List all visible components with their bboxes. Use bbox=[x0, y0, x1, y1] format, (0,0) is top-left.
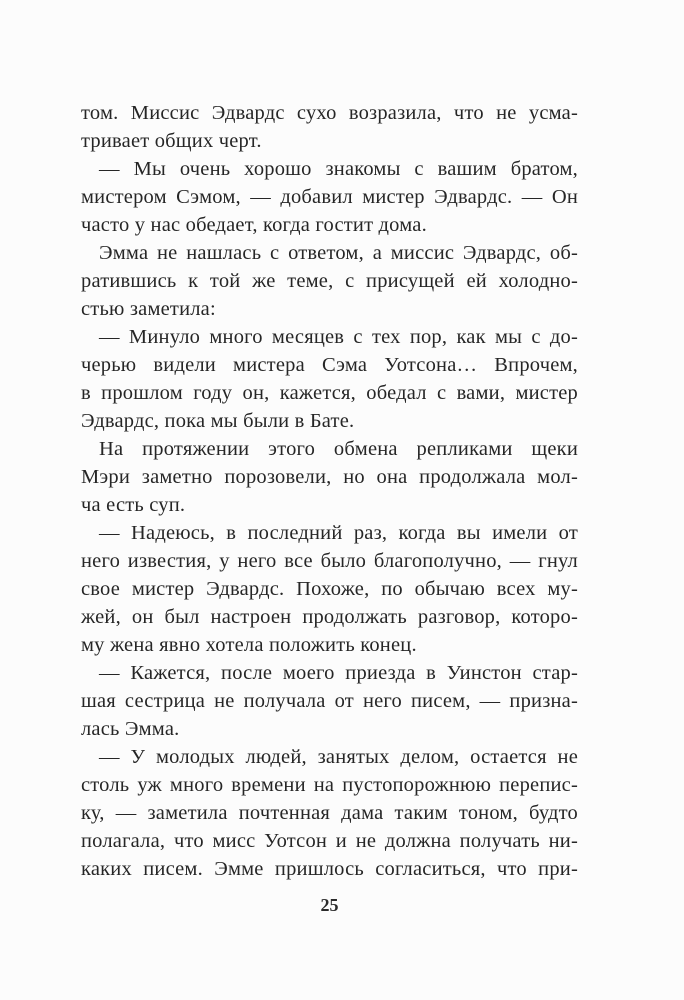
text-line: часто у нас обедает, когда гостит дома. bbox=[81, 214, 427, 236]
paragraph bbox=[81, 155, 578, 239]
text-line: столь уж много времени на пустопорожнюю перепис- bbox=[81, 774, 578, 796]
text-line: в прошлом году он, кажется, обедал с вами, мистер bbox=[81, 382, 578, 404]
paragraph bbox=[81, 323, 578, 435]
text-line: Эмма не нашлась с ответом, а миссис Эдвардс, об- bbox=[99, 242, 578, 264]
text-line: стью заметила: bbox=[81, 298, 216, 320]
text-line: мистером Сэмом, — добавил мистер Эдвардс. — Он bbox=[81, 186, 578, 208]
text-line: ку, — заметила почтенная дама таким тоном, будто bbox=[81, 802, 578, 824]
text-line: Эдвардс, пока мы были в Бате. bbox=[81, 410, 355, 432]
text-line: — У молодых людей, занятых делом, остается не bbox=[99, 746, 578, 768]
paragraph bbox=[81, 239, 578, 323]
text-line: жей, он был настроен продолжать разговор, которо- bbox=[81, 606, 578, 628]
paragraph bbox=[81, 743, 578, 883]
text-line: му жена явно хотела положить конец. bbox=[81, 634, 417, 656]
text-line: полагала, что мисс Уотсон и не должна получать ни- bbox=[81, 830, 578, 852]
text-line: На протяжении этого обмена репликами щеки bbox=[99, 438, 578, 460]
text-line: лась Эмма. bbox=[81, 718, 180, 740]
paragraph bbox=[81, 435, 578, 519]
text-line: шая сестрица не получала от него писем, — призна- bbox=[81, 690, 578, 712]
paragraph bbox=[81, 659, 578, 743]
text-line: него известия, у него все было благополучно, — гнул bbox=[81, 550, 578, 572]
page-number: 25 bbox=[320, 895, 339, 915]
text-line: — Мы очень хорошо знакомы с вашим братом, bbox=[99, 158, 578, 180]
text-line: том. Миссис Эдвардс сухо возразила, что не усма- bbox=[81, 102, 578, 124]
text-line: Мэри заметно порозовели, но она продолжала мол- bbox=[81, 466, 578, 488]
text-line: ратившись к той же теме, с присущей ей холодно- bbox=[81, 270, 578, 292]
text-line: тривает общих черт. bbox=[81, 130, 262, 152]
text-line: черью видели мистера Сэма Уотсона… Впрочем, bbox=[81, 354, 578, 376]
text-line: каких писем. Эмме пришлось согласиться, что при- bbox=[81, 858, 578, 880]
text-line: свое мистер Эдвардс. Похоже, по обычаю всех му- bbox=[81, 578, 578, 600]
text-line: — Надеюсь, в последний раз, когда вы имели от bbox=[99, 522, 578, 544]
paragraph bbox=[81, 99, 578, 155]
paragraph bbox=[81, 519, 578, 659]
text-line: — Кажется, после моего приезда в Уинстон стар- bbox=[99, 662, 578, 684]
text-line: ча есть суп. bbox=[81, 494, 186, 516]
page-text-block bbox=[81, 99, 578, 883]
text-line: — Минуло много месяцев с тех пор, как мы с до- bbox=[99, 326, 578, 348]
